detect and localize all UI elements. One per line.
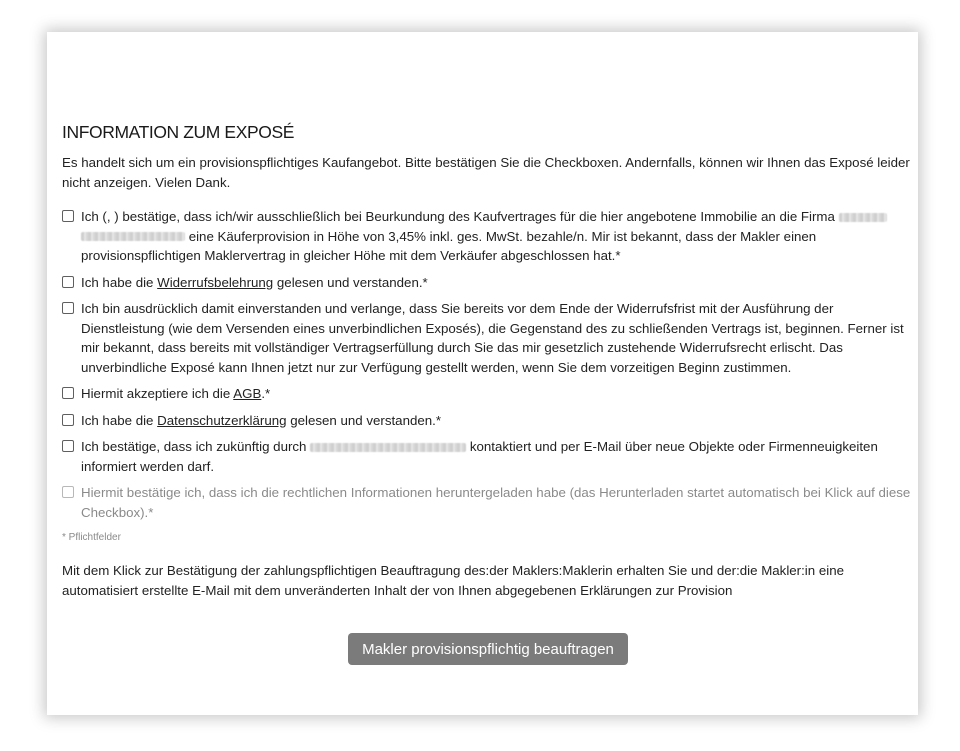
intro-text: Es handelt sich um ein provisionspflichtiges Kaufangebot. Bitte bestätigen Sie die Checkboxen. Andernfalls, können wir Ihnen das Exposé leider nicht anzeigen. Vielen Dank. (62, 155, 910, 190)
datenschutzerklaerung-link[interactable]: Datenschutzerklärung (157, 412, 287, 428)
provision-text-a: Ich (, ) bestätige, dass ich/wir ausschließlich bei Beurkundung des Kaufvertrages für die hier angebotene Immobilie an die Firma (81, 209, 835, 224)
einverstanden-checkbox[interactable] (62, 302, 74, 314)
redacted-company-name-3 (310, 443, 466, 452)
widerruf-text-before: Ich habe die (81, 274, 154, 290)
agb-link[interactable]: AGB (233, 386, 262, 401)
checkbox-row-kontakt (62, 437, 913, 476)
provision-text-b: eine Käuferprovision in Höhe von 3,45% inkl. ges. MwSt. bezahle/n. Mir ist bekannt, dass der Makler einen provisionspflichtigen Maklervertrag in gleicher Höhe mit dem Verkäufer abgeschlossen hat.* (81, 228, 817, 263)
submit-button[interactable]: Makler provisionspflichtig beauftragen (348, 633, 628, 665)
datenschutz-text-after: gelesen und verstanden.* (290, 412, 442, 428)
kontakt-text-b: kontaktiert und per E-Mail über neue Objekte oder Firmenneuigkeiten informiert werden darf. (81, 439, 878, 474)
download-text: Hiermit bestätige ich, dass ich die rechtlichen Informationen heruntergeladen habe (das Herunterladen startet automatisch bei Klick auf diese Checkbox).* (81, 485, 911, 520)
widerruf-text-after: gelesen und verstanden.* (276, 274, 428, 290)
redacted-company-name-2 (81, 232, 185, 241)
checkbox-row-widerruf (62, 273, 913, 293)
download-checkbox[interactable] (62, 486, 74, 498)
form-content (62, 122, 913, 601)
checkbox-row-datenschutz (62, 411, 913, 431)
widerruf-checkbox[interactable] (62, 276, 74, 288)
consent-text: Mit dem Klick zur Bestätigung der zahlungspflichtigen Beauftragung des:der Maklers:Maklerin erhalten Sie und der:die Makler:in eine automatisiert erstellte E-Mail mit dem unveränderten Inhalt der von Ihnen abgegebenen Erklärungen zur Provision (62, 563, 844, 598)
einverstanden-text: Ich bin ausdrücklich damit einverstanden und verlange, dass Sie bereits vor dem Ende der Widerrufsfrist mit der Ausführung der Dienstleistung (wie dem Versenden eines unverbindlichen Exposés), die Gegenstand des zu schließenden Vertrags ist, beginnen. Ferner ist mir bekannt, dass bereits mit vollständiger Vertragserfüllung durch Sie das mir gesetzlich zustehende Widerrufsrecht erlischt. Das unverbindliche Exposé kann Ihnen jetzt nur zur Verfügung gestellt werden, wenn Sie dem vorzeitigen Beginn zustimmen. (81, 301, 904, 375)
checkbox-row-download (62, 483, 913, 522)
datenschutz-checkbox[interactable] (62, 414, 74, 426)
agb-text-after: .* (261, 386, 271, 401)
agb-checkbox[interactable] (62, 387, 74, 399)
provision-checkbox[interactable] (62, 210, 74, 222)
kontakt-checkbox[interactable] (62, 440, 74, 452)
widerrufsbelehrung-link[interactable]: Widerrufsbelehrung (157, 274, 274, 290)
expose-info-dialog (47, 32, 918, 715)
agb-text-before: Hiermit akzeptiere ich die (81, 386, 231, 401)
kontakt-text-a: Ich bestätige, dass ich zukünftig durch (81, 439, 307, 454)
checkbox-row-provision (62, 207, 913, 266)
datenschutz-text-before: Ich habe die (81, 412, 154, 428)
required-fields-note: * Pflichtfelder (62, 532, 121, 543)
page-title: INFORMATION ZUM EXPOSÉ (62, 122, 294, 142)
checkbox-row-einverstanden (62, 299, 913, 377)
redacted-company-name (839, 213, 887, 222)
checkbox-row-agb (62, 384, 913, 404)
